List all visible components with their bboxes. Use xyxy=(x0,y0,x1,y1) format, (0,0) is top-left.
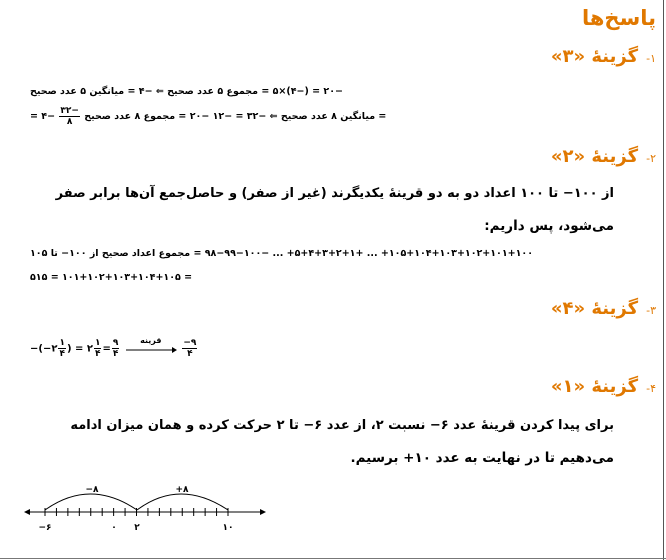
q1-line2-fraction xyxy=(59,106,80,127)
q1-frac-num: −۳۲ xyxy=(60,106,79,116)
q3-frac3-num: ۹ xyxy=(112,338,119,348)
tick-label-10: ۱۰ xyxy=(222,523,234,533)
q1-line2 xyxy=(30,106,386,127)
q1-answer: گزینهٔ «۳» xyxy=(550,46,639,67)
q2-number: ۲- xyxy=(646,152,656,165)
q1-frac-den: ۸ xyxy=(66,117,73,127)
tick-label-2: ۲ xyxy=(134,523,140,533)
q3-frac4-num: −۹ xyxy=(183,338,197,348)
q2-equation-line2: = ۱۰۱+۱۰۲+۱۰۳+۱۰۴+۱۰۵ = ۵۱۵ xyxy=(30,272,193,283)
q3-frac1-num: ۱ xyxy=(59,338,65,348)
q2-answer: گزینهٔ «۲» xyxy=(550,146,639,167)
q1-heading xyxy=(551,46,656,67)
q4-heading xyxy=(551,376,656,397)
page-border-bottom xyxy=(0,558,666,559)
tick-label-0: ۰ xyxy=(111,523,117,533)
q3-frac1-den: ۴ xyxy=(59,349,65,359)
q4-text-line2: می‌دهیم تا در نهایت به عدد ۱۰+ برسیم. xyxy=(350,450,614,466)
q3-frac2-den: ۴ xyxy=(94,349,101,359)
q3-number: ۳- xyxy=(646,304,656,317)
arc-right-label: +۸ xyxy=(175,485,189,495)
q3-eq-start: −(−۲ xyxy=(30,343,58,355)
arc-right xyxy=(137,494,228,510)
number-line xyxy=(20,480,280,540)
q4-answer: گزینهٔ «۱» xyxy=(550,376,639,397)
q2-text-line2: می‌شود، پس داریم: xyxy=(484,218,614,234)
q1-line1: −۲۰ = (−۴)×۵ = مجموع ۵ عدد صحیح ⇐ −۴ = میانگین ۵ عدد صحیح xyxy=(30,86,343,97)
arc-left xyxy=(45,494,137,510)
q1-number: ۱- xyxy=(646,52,656,65)
q1-line2-rest: = میانگین ۸ عدد صحیح ⇐ −۳۲ = −۱۲ −۲۰ = مجموع ۸ عدد صحیح xyxy=(84,111,387,122)
q4-text-line1: برای پیدا کردن قرینهٔ عدد ۶− نسبت ۲، از عدد ۶− تا ۲ حرکت کرده و همان میزان ادامه xyxy=(70,418,614,433)
q3-frac2-num: ۱ xyxy=(94,338,101,348)
q4-number: ۴- xyxy=(646,382,656,395)
q3-frac2 xyxy=(94,338,102,359)
axis-arrow-left xyxy=(24,509,30,515)
q3-frac4 xyxy=(182,338,197,359)
axis-arrow-right xyxy=(260,509,266,515)
q3-arrow-label: قرینه xyxy=(140,335,162,345)
q3-frac1 xyxy=(58,338,66,359)
q2-text-line1: از ۱۰۰− تا ۱۰۰ اعداد دو به دو قرینهٔ یکدیگرند (غیر از صفر) و حاصل‌جمع آن‌ها برابر صفر xyxy=(55,186,614,201)
q3-eq-equals: = xyxy=(102,343,111,355)
q3-arrow xyxy=(124,335,178,356)
q2-heading xyxy=(551,146,656,167)
page-title: پاسخ‌ها xyxy=(581,6,656,30)
q3-frac3 xyxy=(112,338,120,359)
q1-line2-left: −۴ = xyxy=(30,111,56,122)
q3-eq-mid: ) = ۲ xyxy=(66,343,93,355)
q3-heading xyxy=(551,298,656,319)
q3-frac3-den: ۴ xyxy=(112,349,119,359)
q3-equation xyxy=(30,335,198,359)
q3-answer: گزینهٔ «۴» xyxy=(550,298,639,319)
q2-equation-line1: ۱۰۵+۱۰۴+۱۰۳+۱۰۲+۱۰۱+۱۰۰+ ... +۵+۴+۳+۲+۱+ ... −۹۸−۹۹−۱۰۰ = مجموع اعداد صحیح از ۱۰۰− تا ۱۰۵ xyxy=(30,248,534,259)
tick-label-neg6: −۶ xyxy=(38,523,52,533)
arrow-right-icon xyxy=(124,342,178,356)
arc-left-label: −۸ xyxy=(85,485,99,495)
q3-frac4-den: ۴ xyxy=(187,349,193,359)
page-border-right xyxy=(663,0,664,560)
